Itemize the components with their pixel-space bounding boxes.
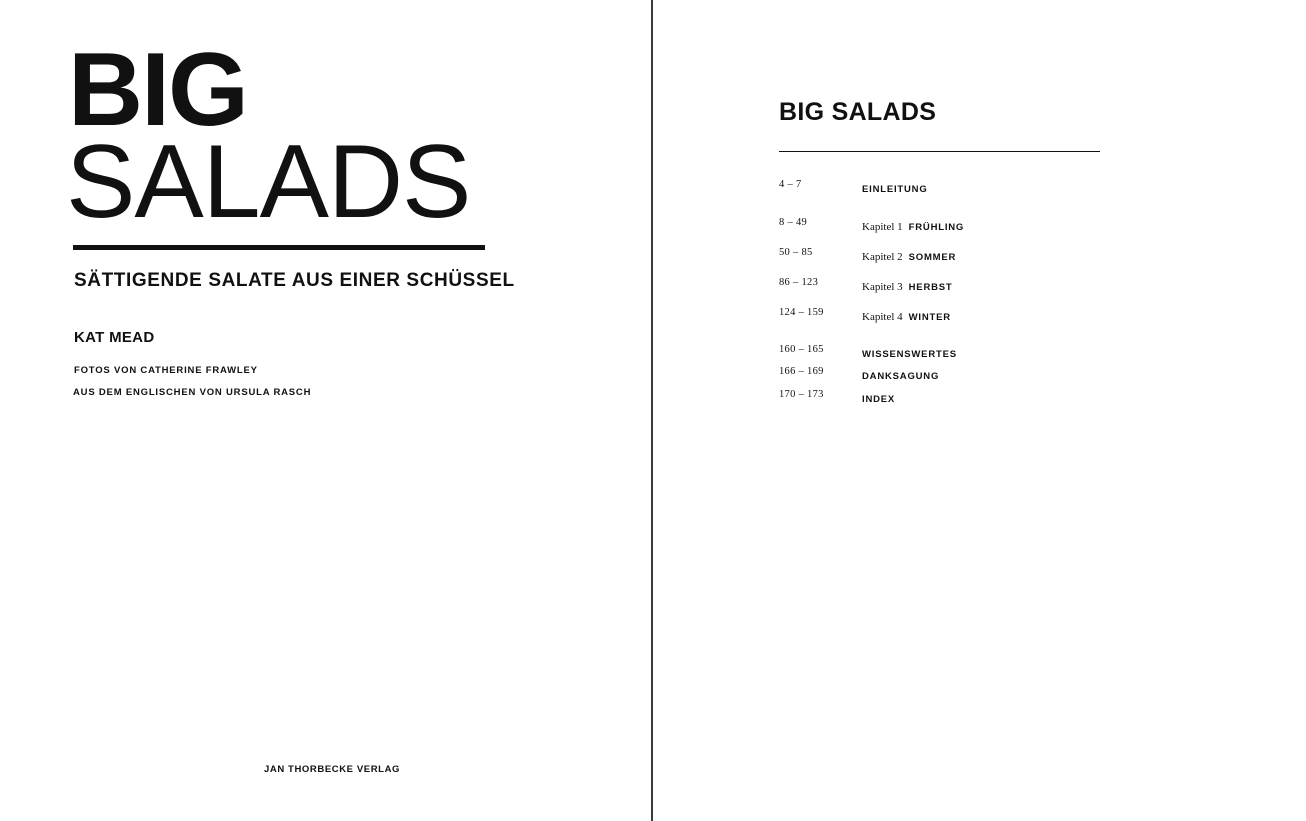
toc-pages: 8 – 49 xyxy=(779,217,808,228)
toc-section-name: INDEX xyxy=(862,394,896,405)
toc-chapter-label: Kapitel 2 xyxy=(862,251,903,263)
toc-chapter-label: Kapitel 1 xyxy=(862,221,903,233)
toc-pages: 4 – 7 xyxy=(779,179,802,190)
toc-entry xyxy=(862,344,957,362)
toc-chapter-label: Kapitel 4 xyxy=(862,311,903,323)
publisher: JAN THORBECKE VERLAG xyxy=(264,764,401,775)
toc-pages: 170 – 173 xyxy=(779,389,824,400)
toc-entry xyxy=(862,247,956,265)
toc-pages: 160 – 165 xyxy=(779,344,824,355)
left-page xyxy=(0,0,651,821)
toc-section-name: DANKSAGUNG xyxy=(862,371,940,382)
toc-section-name: EINLEITUNG xyxy=(862,184,928,195)
author-name: KAT MEAD xyxy=(74,329,155,346)
toc-entry xyxy=(862,179,928,197)
title-line-salads: SALADS xyxy=(66,124,471,240)
toc-pages: 50 – 85 xyxy=(779,247,813,258)
translation-credit: AUS DEM ENGLISCHEN VON URSULA RASCH xyxy=(73,387,312,398)
toc-section-name: WISSENSWERTES xyxy=(862,349,957,360)
title-line-big: BIG xyxy=(68,32,247,148)
toc-section-name: SOMMER xyxy=(908,252,957,263)
toc-entry xyxy=(862,277,953,295)
toc-title: BIG SALADS xyxy=(779,98,937,126)
toc-section-name: WINTER xyxy=(908,312,951,323)
toc-chapter-label: Kapitel 3 xyxy=(862,281,903,293)
subtitle: SÄTTIGENDE SALATE AUS EINER SCHÜSSEL xyxy=(74,270,515,291)
title-rule xyxy=(73,245,485,250)
toc-rule xyxy=(779,151,1100,152)
photos-credit: FOTOS VON CATHERINE FRAWLEY xyxy=(74,365,258,376)
toc-section-name: FRÜHLING xyxy=(908,222,965,233)
toc-section-name: HERBST xyxy=(908,282,953,293)
toc-pages: 166 – 169 xyxy=(779,366,824,377)
toc-entry xyxy=(862,217,964,235)
right-page xyxy=(653,0,1306,821)
toc-pages: 86 – 123 xyxy=(779,277,819,288)
toc-pages: 124 – 159 xyxy=(779,307,824,318)
toc-entry xyxy=(862,366,939,384)
toc-entry xyxy=(862,307,951,325)
toc-entry xyxy=(862,389,895,407)
